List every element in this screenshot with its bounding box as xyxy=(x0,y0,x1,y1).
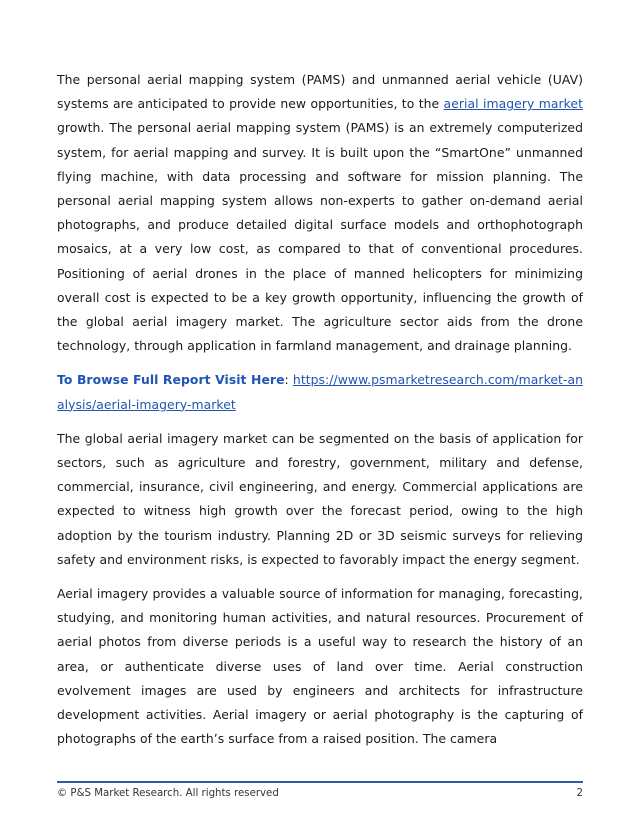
paragraph-pams-start: The personal aerial mapping system (PAMS) and unmanned aerial vehicle (UAV) systems are anticipated to provide new opportunities, to the xyxy=(57,72,583,112)
aerial-imagery-market-link[interactable]: aerial imagery market xyxy=(443,96,583,112)
page-footer xyxy=(57,781,583,799)
report-url-link[interactable]: https://www.psmarketresearch.com/market-analysis/aerial-imagery-market xyxy=(57,372,583,412)
paragraph-segmentation: The global aerial imagery market can be segmented on the basis of application for sectors, such as agriculture and forestry, government, military and defense, commercial, insurance, civil engineering, and energy. Commercial applications are expected to witness high growth over the forecast period, owing to the high adoption by the tourism industry. Planning 2D or 3D seismic surveys for relieving safety and environment risks, is expected to favorably impact the energy segment. xyxy=(57,430,583,567)
paragraph-aerial-imagery: Aerial imagery provides a valuable source of information for managing, forecasting, studying, and monitoring human activities, and natural resources. Procurement of aerial photos from diverse periods is a useful way to research the history of an area, or authenticate diverse uses of land over time. Aerial construction evolvement images are used by engineers and architects for infrastructure development activities. Aerial imagery or aerial photography is the capturing of photographs of the earth’s surface from a raised position. The camera xyxy=(57,586,583,747)
browse-report-separator: : xyxy=(284,372,293,388)
paragraph-pams-end: growth. The personal aerial mapping system (PAMS) is an extremely computerized system, for aerial mapping and survey. It is built upon the “SmartOne” unmanned flying machine, with data processing and software for mission planning. The personal aerial mapping system allows non-experts to gather on-demand aerial photographs, and produce detailed digital surface models and orthophotograph mosaics, at a very low cost, as compared to that of conventional procedures. Positioning of aerial drones in the place of manned helicopters for minimizing overall cost is expected to be a key growth opportunity, influencing the growth of the global aerial imagery market. The agriculture sector aids from the drone technology, through application in farmland management, and drainage planning. xyxy=(57,120,583,354)
paragraph-pams xyxy=(57,68,583,358)
browse-report-line xyxy=(57,368,583,416)
document-body xyxy=(57,68,583,761)
footer-copyright: © P&S Market Research. All rights reserved xyxy=(57,788,279,799)
browse-report-label: To Browse Full Report Visit Here xyxy=(57,372,285,388)
page-number: 2 xyxy=(576,788,583,799)
